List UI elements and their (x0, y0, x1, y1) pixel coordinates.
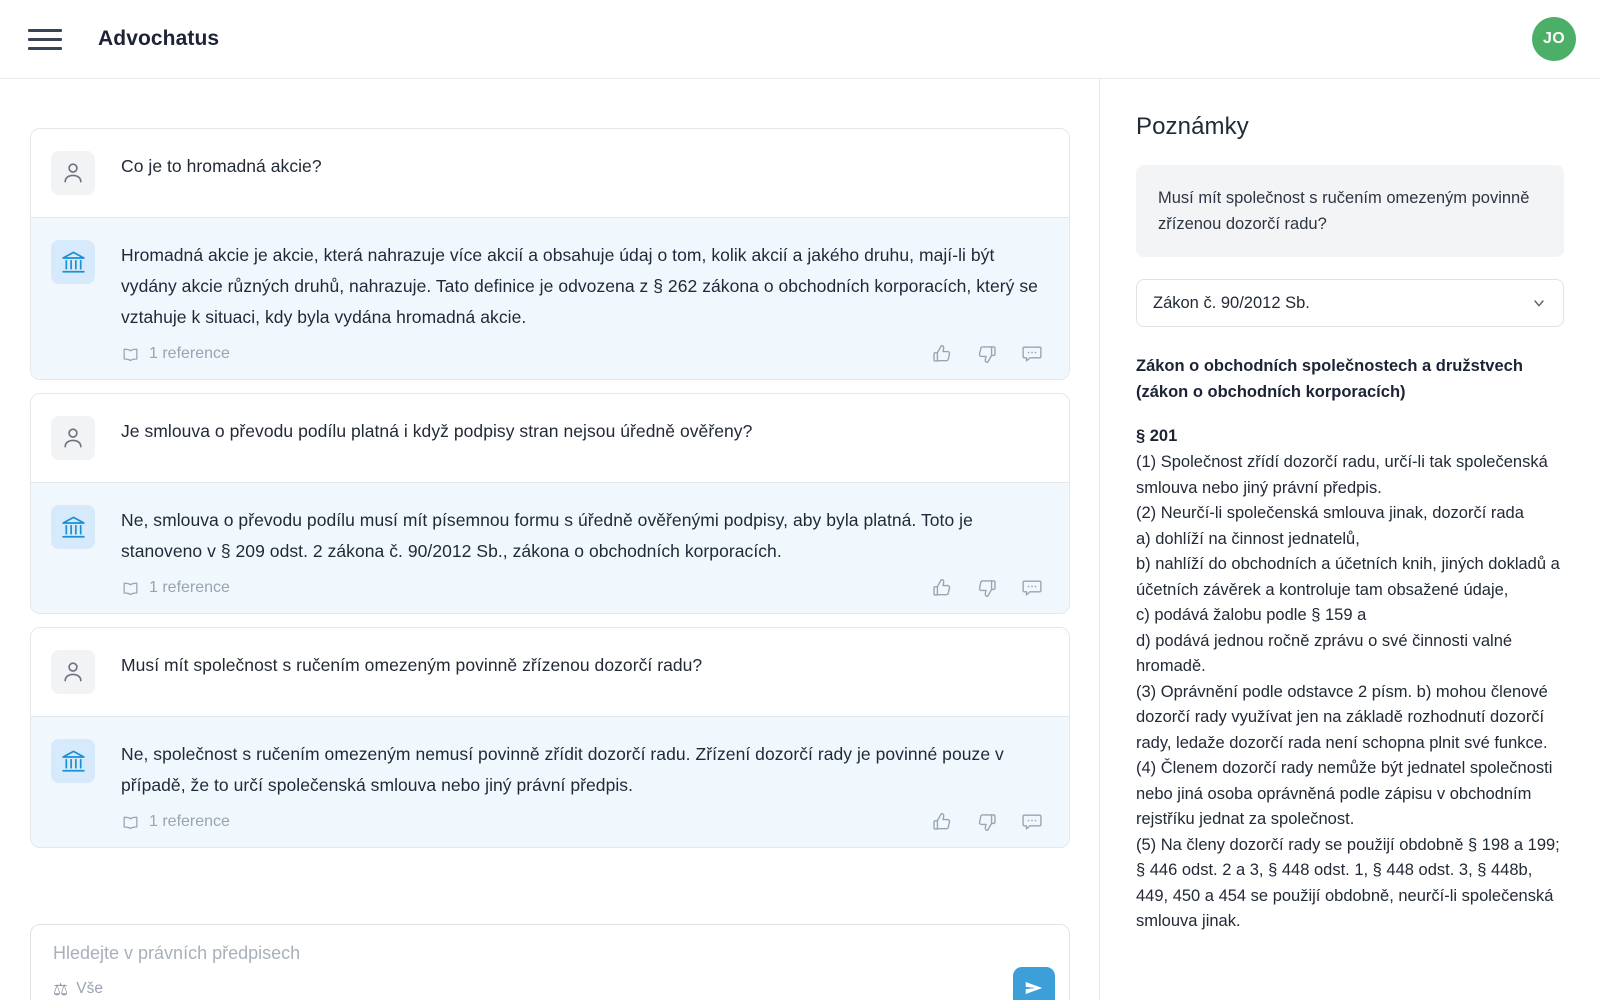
user-question: Co je to hromadná akcie? (121, 156, 322, 176)
thumbs-down-icon (976, 577, 998, 599)
bot-answer: Ne, společnost s ručením omezeným nemusí povinně zřídit dozorčí radu. Zřízení dozorčí rady je povinné pouze v případě, že to určí společenská smlouva nebo jiný právní předpis. (121, 744, 1004, 795)
workspace (0, 79, 1600, 1000)
comment-button[interactable] (1019, 809, 1045, 835)
notes-panel (1100, 79, 1600, 1000)
bot-message-body (121, 739, 1045, 835)
send-button[interactable] (1013, 967, 1055, 1000)
thumbs-up-button[interactable] (929, 341, 955, 367)
bot-message-body (121, 240, 1045, 367)
scales-icon: ⚖ (53, 979, 69, 999)
bank-icon (60, 514, 87, 541)
law-paragraph: b) nahlíží do obchodních a účetních knih, jiných dokladů a účetních závěrek a kontroluje tam obsažené údaje, (1136, 555, 1560, 599)
law-section-number: § 201 (1136, 427, 1178, 445)
comment-button[interactable] (1019, 575, 1045, 601)
user-icon (60, 425, 86, 451)
law-select-value: Zákon č. 90/2012 Sb. (1153, 293, 1310, 312)
user-message-body (121, 151, 1045, 182)
feedback-actions (929, 341, 1045, 367)
book-icon (121, 813, 140, 832)
reference-link[interactable] (121, 579, 230, 598)
top-bar (0, 0, 1600, 79)
bot-answer: Ne, smlouva o převodu podílu musí mít písemnou formu s úředně ověřenými podpisy, aby byla platná. Toto je stanoveno v § 209 odst. 2 zákona č. 90/2012 Sb., zákona o obchodních korporacích. (121, 510, 973, 561)
law-body (1136, 450, 1564, 935)
thumbs-up-icon (931, 811, 953, 833)
law-paragraph: (2) Neurčí-li společenská smlouva jinak, dozorčí rada (1136, 504, 1524, 522)
feedback-actions (929, 809, 1045, 835)
scope-filter-label[interactable]: Vše (76, 980, 103, 997)
thumbs-down-button[interactable] (974, 809, 1000, 835)
search-input[interactable] (53, 943, 1047, 964)
law-paragraph: (1) Společnost zřídí dozorčí radu, určí-li tak společenská smlouva nebo jiný právní předpis. (1136, 453, 1548, 497)
bot-avatar (51, 739, 95, 783)
thumbs-down-button[interactable] (974, 575, 1000, 601)
comment-button[interactable] (1019, 341, 1045, 367)
bot-message (31, 482, 1069, 613)
hamburger-bar (28, 38, 62, 41)
user-avatar (51, 650, 95, 694)
qa-card (30, 128, 1070, 380)
reference-count-label: 1 reference (149, 813, 230, 830)
user-icon (60, 659, 86, 685)
chat-scroll-area[interactable] (0, 79, 1100, 1000)
user-message (31, 129, 1069, 217)
hamburger-bar (28, 29, 62, 32)
send-icon (1023, 977, 1045, 999)
law-paragraph: d) podává jednou ročně zprávu o své činnosti valné hromadě. (1136, 631, 1513, 675)
chat-column (0, 79, 1100, 1000)
thumbs-up-icon (931, 343, 953, 365)
user-avatar (51, 151, 95, 195)
bot-avatar (51, 505, 95, 549)
book-icon (121, 345, 140, 364)
message-footer (121, 809, 1045, 835)
reference-link[interactable] (121, 345, 230, 364)
user-icon (60, 160, 86, 186)
note-quote: Musí mít společnost s ručením omezeným povinně zřízenou dozorčí radu? (1136, 165, 1564, 257)
avatar[interactable]: JO (1532, 17, 1576, 61)
bot-message-body (121, 505, 1045, 601)
bot-answer: Hromadná akcie je akcie, která nahrazuje více akcií a obsahuje údaj o tom, kolik akcií a jakého druhu, mají-li být vydány akcie různých druhů, nahrazuje. Tato definice je odvozena z § 262 zákona o obchodních korporacích, který se vztahuje k situaci, kdy byla vydána hromadná akcie. (121, 245, 1038, 327)
bank-icon (60, 249, 87, 276)
hamburger-bar (28, 47, 62, 50)
law-paragraph: (4) Členem dozorčí rady nemůže být jednatel společnosti nebo jiná osoba oprávněná podle zápisu v obchodním rejstříku jednat za společnost. (1136, 759, 1553, 828)
user-avatar (51, 416, 95, 460)
user-message-body (121, 416, 1045, 447)
law-paragraph: (3) Oprávnění podle odstavce 2 písm. b) mohou členové dozorčí rady využívat jen na základě rozhodnutí dozorčí rady, ledaže dozorčí rada není schopna plnit své funkce. (1136, 682, 1548, 752)
qa-card (30, 627, 1070, 848)
thumbs-up-icon (931, 577, 953, 599)
composer (30, 924, 1070, 1000)
composer-footer (53, 980, 1047, 998)
reference-count-label: 1 reference (149, 345, 230, 362)
notes-title: Poznámky (1136, 113, 1249, 140)
book-icon (121, 579, 140, 598)
bot-message (31, 716, 1069, 847)
user-message (31, 628, 1069, 716)
user-question: Musí mít společnost s ručením omezeným povinně zřízenou dozorčí radu? (121, 655, 703, 675)
user-question: Je smlouva o převodu podílu platná i když podpisy stran nejsou úředně ověřeny? (121, 421, 753, 441)
chevron-down-icon (1531, 295, 1547, 311)
thumbs-down-button[interactable] (974, 341, 1000, 367)
message-footer (121, 341, 1045, 367)
user-message (31, 394, 1069, 482)
user-message-body (121, 650, 1045, 681)
law-heading: Zákon o obchodních společnostech a družstvech (zákon o obchodních korporacích) (1136, 357, 1523, 401)
thumbs-down-icon (976, 343, 998, 365)
law-select[interactable] (1136, 279, 1564, 327)
reference-count-label: 1 reference (149, 579, 230, 596)
law-paragraph: a) dohlíží na činnost jednatelů, (1136, 529, 1360, 548)
bot-avatar (51, 240, 95, 284)
thumbs-up-button[interactable] (929, 575, 955, 601)
comment-icon (1021, 343, 1043, 365)
bot-message (31, 217, 1069, 379)
hamburger-menu-icon[interactable] (26, 24, 62, 54)
bank-icon (60, 748, 87, 775)
comment-icon (1021, 577, 1043, 599)
app-title: Advochatus (98, 27, 220, 50)
feedback-actions (929, 575, 1045, 601)
thumbs-up-button[interactable] (929, 809, 955, 835)
comment-icon (1021, 811, 1043, 833)
reference-link[interactable] (121, 813, 230, 832)
message-footer (121, 575, 1045, 601)
law-paragraph: c) podává žalobu podle § 159 a (1136, 606, 1367, 624)
thumbs-down-icon (976, 811, 998, 833)
qa-card (30, 393, 1070, 614)
law-paragraph: (5) Na členy dozorčí rady se použijí obdobně § 198 a 199; § 446 odst. 2 a 3, § 448 odst. 1, § 448 odst. 3, § 448b, 449, 450 a 454 se použijí obdobně, neurčí-li společenská smlouva jinak. (1136, 835, 1560, 930)
